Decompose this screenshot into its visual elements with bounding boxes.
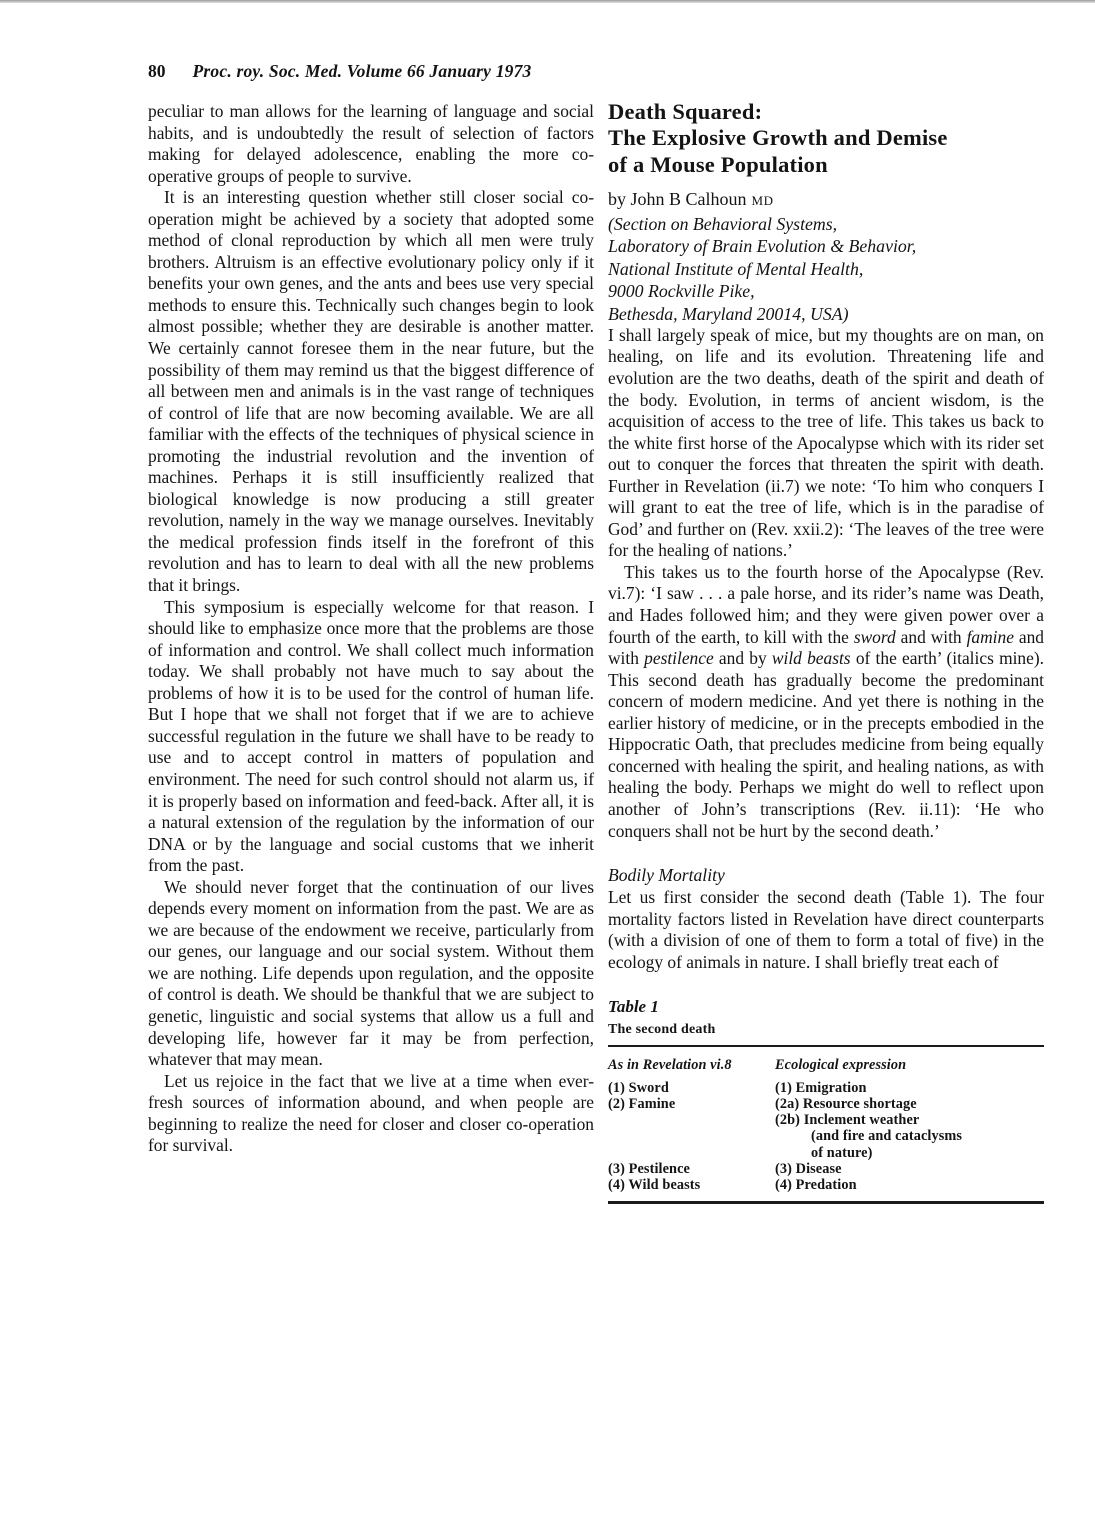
author-degree: MD <box>751 192 774 208</box>
paragraph <box>608 562 1044 842</box>
table-cell: (and fire and cataclysms <box>811 1128 963 1145</box>
page-header <box>148 61 532 82</box>
table-column-header: As in Revelation vi.8 <box>608 1057 732 1074</box>
journal-title: Proc. roy. Soc. Med. Volume 66 January 1973 <box>192 61 532 81</box>
text-segment: and with <box>895 626 967 647</box>
text-segment: of the earth’ (italics mine). This second death has gradually become the predominant concern of modern medicine. And yet there is nothing in the earlier history of medicine, or in the precepts embodied in the Hippocratic Oath, that precludes medicine from being equally concerned with healing the spirit, and healing nations, as with healing the body. Perhaps we might do well to reflect upon another of John’s transcriptions (Rev. ii.11): ‘He who conquers shall not be hurt by the second death.’ <box>608 648 1044 841</box>
scan-edge-artifact <box>0 0 1095 3</box>
table-column-header: Ecological expression <box>775 1057 907 1074</box>
affiliation <box>608 213 1044 325</box>
paragraph: peculiar to man allows for the learning of language and social habits, and is undoubtedly the result of selection of factors making for delayed adolescence, enabling the more co-operative groups of people to survive. <box>148 101 594 186</box>
paragraph: Let us rejoice in the fact that we live at a time when ever-fresh sources of information abound, and when people are beginning to realize the need for closer and closer co-operation for survival. <box>148 1070 594 1156</box>
right-column <box>608 99 1044 1204</box>
article-title-line: of a Mouse Population <box>608 151 828 177</box>
author-name: by John B Calhoun <box>608 188 747 209</box>
table-grid <box>608 1057 1044 1193</box>
affiliation-line: 9000 Rockville Pike, <box>608 281 755 302</box>
affiliation-line: National Institute of Mental Health, <box>608 258 864 279</box>
table-cell: (1) Sword <box>608 1079 669 1096</box>
table-cell: (3) Disease <box>775 1161 842 1178</box>
text-segment-italic: famine <box>966 626 1014 647</box>
paragraph: This symposium is especially welcome for that reason. I should like to emphasize once more that the problems are those of information and control. We shall collect much information today. We shall probably not have much to say about the problems of how it is to be used for the control of human life. But I hope that we shall not forget that if we are to achieve successful regulation in the future we shall have to be ready to use and to accept control in matters of population and environment. The need for such control should not alarm us, if it is properly based on information and feed-back. After all, it is a natural extension of the regulation by the information of our DNA or by the language and social customs that we inherit from the past. <box>148 596 594 876</box>
affiliation-line: (Section on Behavioral Systems, <box>608 213 838 234</box>
paragraph: It is an interesting question whether still closer social co-operation might be achieved by a society that adopted some method of clonal reproduction by which all men were truly brothers. Altruism is an effective evolutionary policy only if it benefits your own genes, and the ants and bees use very special methods to ensure this. Technically such changes begin to look almost possible; whether they are desirable is another matter. We certainly cannot foresee them in the near future, but the possibility of them may remind us that the biggest difference of all between men and animals is in the vast range of techniques of control of life that are now becoming available. We are all familiar with the effects of the techniques of physical science in promoting the industrial revolution and the invention of machines. Perhaps it is still insufficiently realized that biological knowledge is now producing a still greater revolution, namely in the way we manage ourselves. Inevitably the medical profession finds itself in the forefront of this revolution and has to learn to deal with all the new problems that it brings. <box>148 187 594 596</box>
paragraph: We should never forget that the continuation of our lives depends every moment on information from the past. We are as we are because of the endowment we receive, particularly from our genes, our language and our social system. Without them we are nothing. Life depends upon regulation, and the opposite of control is death. We should be thankful that we are subject to genetic, linguistic and social systems that allow us a full and developing life, however far it may be from perfection, whatever that may mean. <box>148 876 594 1070</box>
table-cell: (4) Predation <box>775 1177 857 1194</box>
table-cell: (2) Famine <box>608 1095 676 1112</box>
byline <box>608 189 1044 210</box>
paragraph: Let us first consider the second death (Table 1). The four mortality factors listed in Revelation have direct counterparts (with a division of one of them to form a total of five) in the ecology of animals in nature. I shall briefly treat each of <box>608 887 1044 972</box>
table-1 <box>608 997 1044 1203</box>
table-cell <box>608 1128 775 1144</box>
table-cell <box>608 1145 775 1161</box>
table-cell: (1) Emigration <box>775 1079 867 1096</box>
page-number: 80 <box>148 61 166 81</box>
left-column <box>148 101 594 1157</box>
table-subtitle: The second death <box>608 1022 716 1038</box>
text-segment: and with <box>608 626 1044 669</box>
paragraph: I shall largely speak of mice, but my thoughts are on man, on healing, on life and its evolution. Threatening life and evolution are the two deaths, death of the spirit and death of the body. Evolution, in terms of ancient wisdom, is the acquisition of access to the tree of life. This takes us back to the white first horse of the Apocalypse which with its rider set out to conquer the forces that threaten the spirit with death. Further in Revelation (ii.7) we note: ‘To him who conquers I will grant to eat the tree of life, which is in the paradise of God’ and further on (Rev. xxii.2): ‘The leaves of the tree were for the healing of nations.’ <box>608 324 1044 561</box>
table-body <box>608 1045 1044 1203</box>
article-title <box>608 99 1044 178</box>
article-title-line: Death Squared: <box>608 99 763 124</box>
table-cell: (4) Wild beasts <box>608 1177 701 1194</box>
table-cell <box>608 1112 775 1128</box>
affiliation-line: Bethesda, Maryland 20014, USA) <box>608 303 849 324</box>
article-title-line: The Explosive Growth and Demise <box>608 125 948 151</box>
text-segment: and by <box>713 648 772 669</box>
affiliation-line: Laboratory of Brain Evolution & Behavior, <box>608 236 917 257</box>
text-segment-italic: sword <box>853 626 896 647</box>
table-cell: (3) Pestilence <box>608 1161 690 1178</box>
text-segment-italic: wild beasts <box>771 648 851 669</box>
text-segment: This takes us to the fourth horse of the Apocalypse (Rev. vi.7): ‘I saw . . . a pale horse, and its rider’s name was Death, and Hades followed him; and they were given power over a fourth of the earth, to kill with the <box>608 561 1044 647</box>
table-cell: (2a) Resource shortage <box>775 1095 917 1112</box>
table-cell: (2b) Inclement weather <box>775 1112 920 1129</box>
text-segment-italic: pestilence <box>644 648 714 669</box>
table-cell: of nature) <box>811 1144 873 1161</box>
section-heading: Bodily Mortality <box>608 865 725 886</box>
table-caption: Table 1 <box>608 997 659 1017</box>
